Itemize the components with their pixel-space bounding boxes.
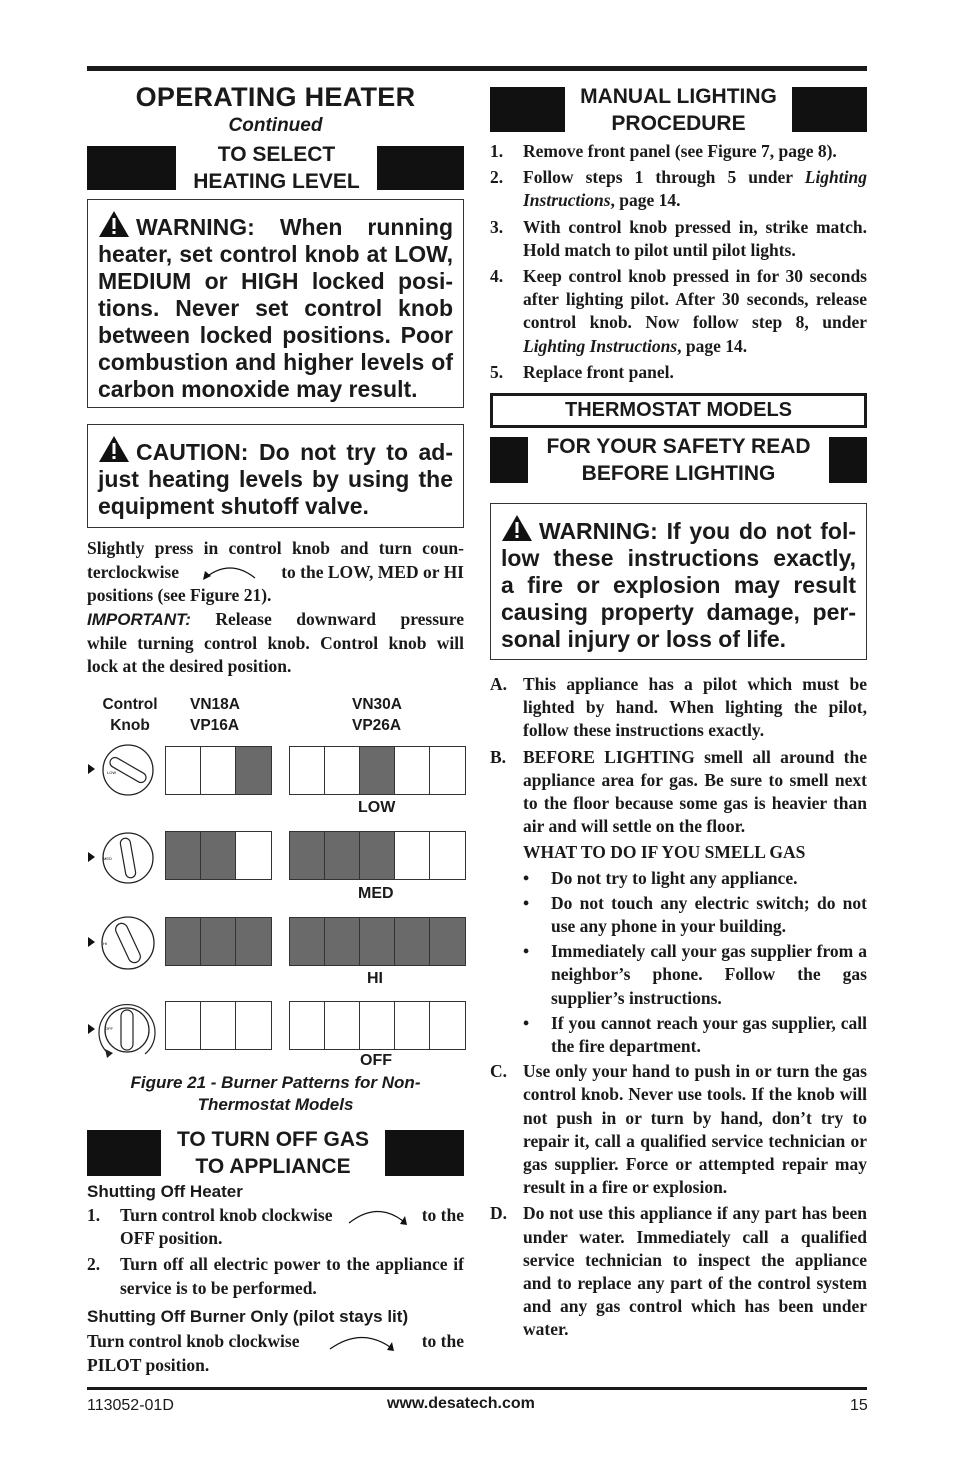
- warning2-line-3: causing property damage, per-: [501, 599, 856, 625]
- footer-website[interactable]: www.desatech.com: [387, 1395, 535, 1412]
- warning-triangle-icon: [501, 514, 533, 542]
- heading-block-left: [87, 1130, 161, 1176]
- bullet-icon: •: [523, 892, 530, 913]
- bullet-icon: •: [523, 1012, 530, 1033]
- manual-heading-line1: MANUAL LIGHTING: [580, 84, 777, 108]
- safety-list: [490, 673, 867, 1345]
- important-label: IMPORTANT:: [87, 610, 191, 629]
- row-label-off: OFF: [360, 1052, 392, 1069]
- burner-cell-unlit: [166, 747, 201, 794]
- manual-heading: [490, 84, 867, 135]
- warning1-line-1: heater, set control knob at LOW,: [98, 241, 453, 267]
- heading-block-right: [792, 87, 867, 132]
- knob-med-icon: [99, 832, 157, 884]
- important-text2: while turning control knob. Control knob will: [87, 632, 464, 653]
- bullet-text: Immediately call your gas supplier from a neighbor’s phone. Follow the gas supplier’s instructions.: [551, 941, 867, 1008]
- bullet-text: Do not touch any electric switch; do not use any phone in your building.: [551, 892, 867, 937]
- page-subtitle: Continued: [228, 115, 323, 136]
- press-line-c: to the LOW, MED or HI: [281, 561, 464, 582]
- important-text1: Release downward pressure: [215, 609, 464, 629]
- list-item: [490, 746, 867, 839]
- item-text: BEFORE LIGHTING smell all around the appliance area for gas. Be sure to smell next to the floor because some gas is heavier than air and will settle on the floor.: [523, 746, 867, 837]
- burner-cell-unlit: [395, 1002, 430, 1049]
- warning1-line-5: combustion and higher levels of: [98, 349, 453, 375]
- burner-cell-lit: [166, 832, 201, 879]
- burner-cell-unlit: [325, 1002, 360, 1049]
- burner-cell-unlit: [430, 832, 465, 879]
- heading-block-left: [490, 437, 528, 483]
- press-paragraph: [87, 537, 464, 608]
- burner-row-off-a: [165, 1001, 272, 1050]
- heading-block-left: [87, 146, 176, 190]
- bullet-item: [523, 940, 867, 1010]
- row-pointer-icon: [88, 764, 95, 774]
- figure-caption-line1: Figure 21 - Burner Patterns for Non-: [130, 1073, 421, 1092]
- item-text-emphasis: Lighting Instructions: [523, 335, 678, 356]
- caution-line-2: equipment shutoff valve.: [98, 493, 369, 519]
- bullet-text: If you cannot reach your gas supplier, call the fire department.: [551, 1012, 867, 1057]
- bullet-item: [523, 892, 867, 938]
- warning2-line-2: a fire or explosion may result: [501, 572, 856, 598]
- warning1-line-0: When running: [279, 214, 454, 240]
- footer-page-number: 15: [850, 1397, 868, 1414]
- svg-text:LOW: LOW: [107, 770, 117, 775]
- knob-off-icon: [95, 996, 159, 1064]
- burner-row-hi-a: [165, 917, 272, 966]
- burner-cell-unlit: [290, 747, 325, 794]
- caution-line-0: Do not try to ad-: [258, 439, 454, 465]
- smell-heading: WHAT TO DO IF YOU SMELL GAS: [523, 842, 806, 863]
- burner-row-hi-b: [289, 917, 466, 966]
- shutoff-heater-1a: Turn control knob clockwise: [120, 1205, 333, 1225]
- fig-col-a-line2: VP16A: [190, 717, 240, 734]
- bullet-icon: •: [523, 941, 530, 962]
- burner-cell-unlit: [236, 1002, 271, 1049]
- burner-cell-lit: [166, 918, 201, 965]
- manual-steps-list: [490, 140, 867, 387]
- safety-heading-line1: FOR YOUR SAFETY READ: [546, 435, 811, 458]
- fig-col-a-line1: VN18A: [190, 696, 240, 713]
- bullet-icon: •: [523, 867, 530, 888]
- knob-low-icon: [99, 744, 157, 796]
- list-item: [87, 1204, 464, 1250]
- bottom-rule: [87, 1387, 867, 1390]
- item-text: [523, 166, 867, 212]
- item-number: 2.: [490, 167, 504, 188]
- row-label-hi: HI: [367, 970, 383, 987]
- burner-cell-lit: [430, 918, 465, 965]
- item-text: [523, 265, 867, 358]
- list-item: [490, 265, 867, 358]
- item-number: 4.: [490, 266, 504, 287]
- page-title: OPERATING HEATER: [135, 82, 416, 112]
- warning-box-1: [87, 199, 464, 408]
- shutoff-burner-c: PILOT position.: [87, 1354, 210, 1375]
- burner-row-low-b: [289, 746, 466, 795]
- list-item: [490, 216, 867, 262]
- svg-text:HI: HI: [103, 941, 107, 946]
- list-item: [87, 1253, 464, 1299]
- safety-heading: [490, 437, 867, 483]
- press-line-d: positions (see Figure 21).: [87, 585, 272, 605]
- burner-cell-lit: [201, 832, 236, 879]
- select-heading-line1: TO SELECT: [217, 143, 336, 166]
- burner-row-med-a: [165, 831, 272, 880]
- shutoff-heater-list: [87, 1204, 464, 1303]
- burner-cell-lit: [236, 918, 271, 965]
- fig-col-knob-line2: Knob: [110, 717, 150, 734]
- thermostat-heading: [490, 393, 867, 428]
- item-letter: B.: [490, 746, 507, 767]
- item-letter: C.: [490, 1061, 508, 1082]
- item-letter: A.: [490, 674, 508, 694]
- list-item: [490, 361, 867, 384]
- caution-label: CAUTION:: [136, 439, 249, 465]
- shutoff-heater-heading: Shutting Off Heater: [87, 1182, 243, 1201]
- item-text: Use only your hand to push in or turn the gas control knob. Never use tools. If the knob will not push in or turn by hand, don’t try to repair it, call a qualified service technician or gas supplier. Force or attempted repair may result in a fire or explosion.: [523, 1061, 867, 1198]
- burner-cell-lit: [395, 918, 430, 965]
- caution-line-1: just heating levels by using the: [98, 466, 453, 492]
- burner-row-med-b: [289, 831, 466, 880]
- shutoff-heater-1b: to the: [421, 1205, 464, 1225]
- manual-heading-line2: PROCEDURE: [611, 111, 746, 135]
- fig-col-knob-line1: Control: [102, 696, 158, 713]
- top-rule: [87, 66, 867, 71]
- item-number: 5.: [490, 361, 504, 382]
- thermostat-heading-text: THERMOSTAT MODELS: [564, 399, 793, 421]
- warning1-line-3: tions. Never set control knob: [98, 295, 453, 321]
- footer-doc-number: 113052-01D: [87, 1397, 174, 1414]
- turnoff-heading-line2: TO APPLIANCE: [195, 1155, 351, 1178]
- item-text-part: Follow steps 1 through 5 under: [523, 167, 805, 188]
- turnoff-heading-line1: TO TURN OFF GAS: [176, 1128, 370, 1151]
- burner-cell-lit: [360, 747, 395, 794]
- bullet-text: Do not try to light any appliance.: [551, 867, 798, 888]
- burner-cell-unlit: [395, 747, 430, 794]
- shutoff-heater-2: Turn off all electric power to the appliance if service is to be performed.: [120, 1254, 464, 1298]
- burner-cell-unlit: [395, 832, 430, 879]
- burner-cell-lit: [360, 832, 395, 879]
- burner-cell-lit: [325, 832, 360, 879]
- important-text3: lock at the desired position.: [87, 656, 292, 676]
- burner-cell-lit: [325, 918, 360, 965]
- row-pointer-icon: [88, 1024, 95, 1034]
- knob-hi-icon: [99, 915, 157, 971]
- fig-col-b: [352, 694, 402, 736]
- item-text-part: , page 14.: [677, 335, 748, 356]
- select-heading-line2: HEATING LEVEL: [193, 170, 360, 193]
- shutoff-burner-a: Turn control knob clockwise: [87, 1331, 300, 1351]
- item-text-emphasis: Lighting Instructions: [523, 167, 867, 211]
- clockwise-arrow-icon: [326, 1331, 396, 1353]
- warning2-line-1: low these instructions exactly,: [501, 545, 856, 571]
- burner-cell-unlit: [201, 747, 236, 794]
- burner-cell-lit: [290, 832, 325, 879]
- fig-col-knob: [95, 694, 165, 736]
- heading-block-right: [829, 437, 867, 483]
- warning2-label: WARNING:: [539, 518, 658, 544]
- item-letter: D.: [490, 1203, 508, 1224]
- warning2-line-0: If you do not fol-: [666, 518, 857, 544]
- item-number: 3.: [490, 216, 504, 237]
- burner-row-off-b: [289, 1001, 466, 1050]
- warning-box-2: [490, 503, 867, 660]
- bullet-item: [523, 1012, 867, 1058]
- row-pointer-icon: [88, 937, 95, 947]
- warning1-line-6: carbon monoxide may result.: [98, 376, 418, 402]
- item-number: 1.: [490, 141, 504, 161]
- safety-heading-line2: BEFORE LIGHTING: [581, 462, 776, 485]
- list-item: [490, 1202, 867, 1341]
- shutoff-burner-b: to the: [421, 1331, 464, 1351]
- important-paragraph: [87, 608, 464, 679]
- item-text-part: Keep control knob pressed in for 30 seconds after lighting pilot. After 30 seconds, release control knob. Now follow step 8, under: [523, 266, 867, 333]
- item-text: Replace front panel.: [523, 361, 674, 382]
- clockwise-arrow-icon: [345, 1205, 409, 1227]
- counterclockwise-arrow-icon: [201, 562, 259, 582]
- select-heading: [87, 143, 464, 193]
- row-label-med: MED: [358, 885, 394, 902]
- fig-col-b-line1: VN30A: [352, 696, 402, 713]
- press-line-b: terclockwise: [87, 561, 180, 582]
- heading-block-right: [377, 146, 464, 190]
- heading-block-right: [385, 1130, 464, 1176]
- burner-cell-unlit: [166, 1002, 201, 1049]
- fig-col-b-line2: VP26A: [352, 717, 402, 734]
- fig-col-a: [190, 694, 240, 736]
- item-number: 1.: [87, 1205, 101, 1225]
- shutoff-burner-text: [87, 1330, 464, 1377]
- figure-caption-line2: Thermostat Models: [197, 1095, 354, 1114]
- heading-block-left: [490, 87, 565, 132]
- burner-cell-unlit: [290, 1002, 325, 1049]
- burner-cell-lit: [360, 918, 395, 965]
- burner-cell-unlit: [430, 1002, 465, 1049]
- item-text: With control knob pressed in, strike match. Hold match to pilot until pilot lights.: [523, 216, 867, 260]
- burner-cell-unlit: [236, 832, 271, 879]
- warning2-line-4: sonal injury or loss of life.: [501, 626, 786, 652]
- row-pointer-icon: [88, 852, 95, 862]
- svg-text:MED: MED: [103, 856, 112, 861]
- burner-cell-lit: [236, 747, 271, 794]
- burner-cell-lit: [201, 918, 236, 965]
- list-item: [490, 1060, 867, 1199]
- burner-cell-lit: [290, 918, 325, 965]
- caution-box: [87, 424, 464, 528]
- figure-caption: [87, 1072, 464, 1116]
- item-text: Remove front panel (see Figure 7, page 8).: [523, 141, 837, 161]
- shutoff-burner-heading: Shutting Off Burner Only (pilot stays lit): [87, 1307, 409, 1326]
- bullet-item: [523, 867, 867, 890]
- list-item: [490, 140, 867, 163]
- caution-triangle-icon: [98, 435, 130, 463]
- burner-cell-unlit: [201, 1002, 236, 1049]
- list-item: [490, 673, 867, 743]
- warning-triangle-icon: [98, 210, 130, 238]
- smell-bullets: [490, 867, 867, 1059]
- item-text: Do not use this appliance if any part has been under water. Immediately call a qualified service technician to inspect the appliance and to replace any part of the control system and any gas control which has been under water.: [523, 1203, 867, 1340]
- burner-cell-unlit: [430, 747, 465, 794]
- item-text-part: , page 14.: [610, 190, 681, 211]
- warning1-line-2: MEDIUM or HIGH locked posi-: [98, 268, 453, 294]
- burner-cell-unlit: [360, 1002, 395, 1049]
- svg-text:OFF: OFF: [105, 1026, 113, 1031]
- press-line-a: Slightly press in control knob and turn coun-: [87, 538, 464, 558]
- item-text: This appliance has a pilot which must be lighted by hand. When lighting the pilot, follow these instructions exactly.: [523, 674, 867, 741]
- item-number: 2.: [87, 1254, 101, 1275]
- burner-cell-unlit: [325, 747, 360, 794]
- row-label-low: LOW: [358, 799, 396, 816]
- warning1-label: WARNING:: [136, 214, 255, 240]
- list-item: [490, 166, 867, 212]
- warning1-line-4: between locked positions. Poor: [98, 322, 453, 348]
- burner-row-low-a: [165, 746, 272, 795]
- shutoff-heater-1c: OFF position.: [120, 1228, 223, 1249]
- turnoff-heading: [87, 1130, 464, 1176]
